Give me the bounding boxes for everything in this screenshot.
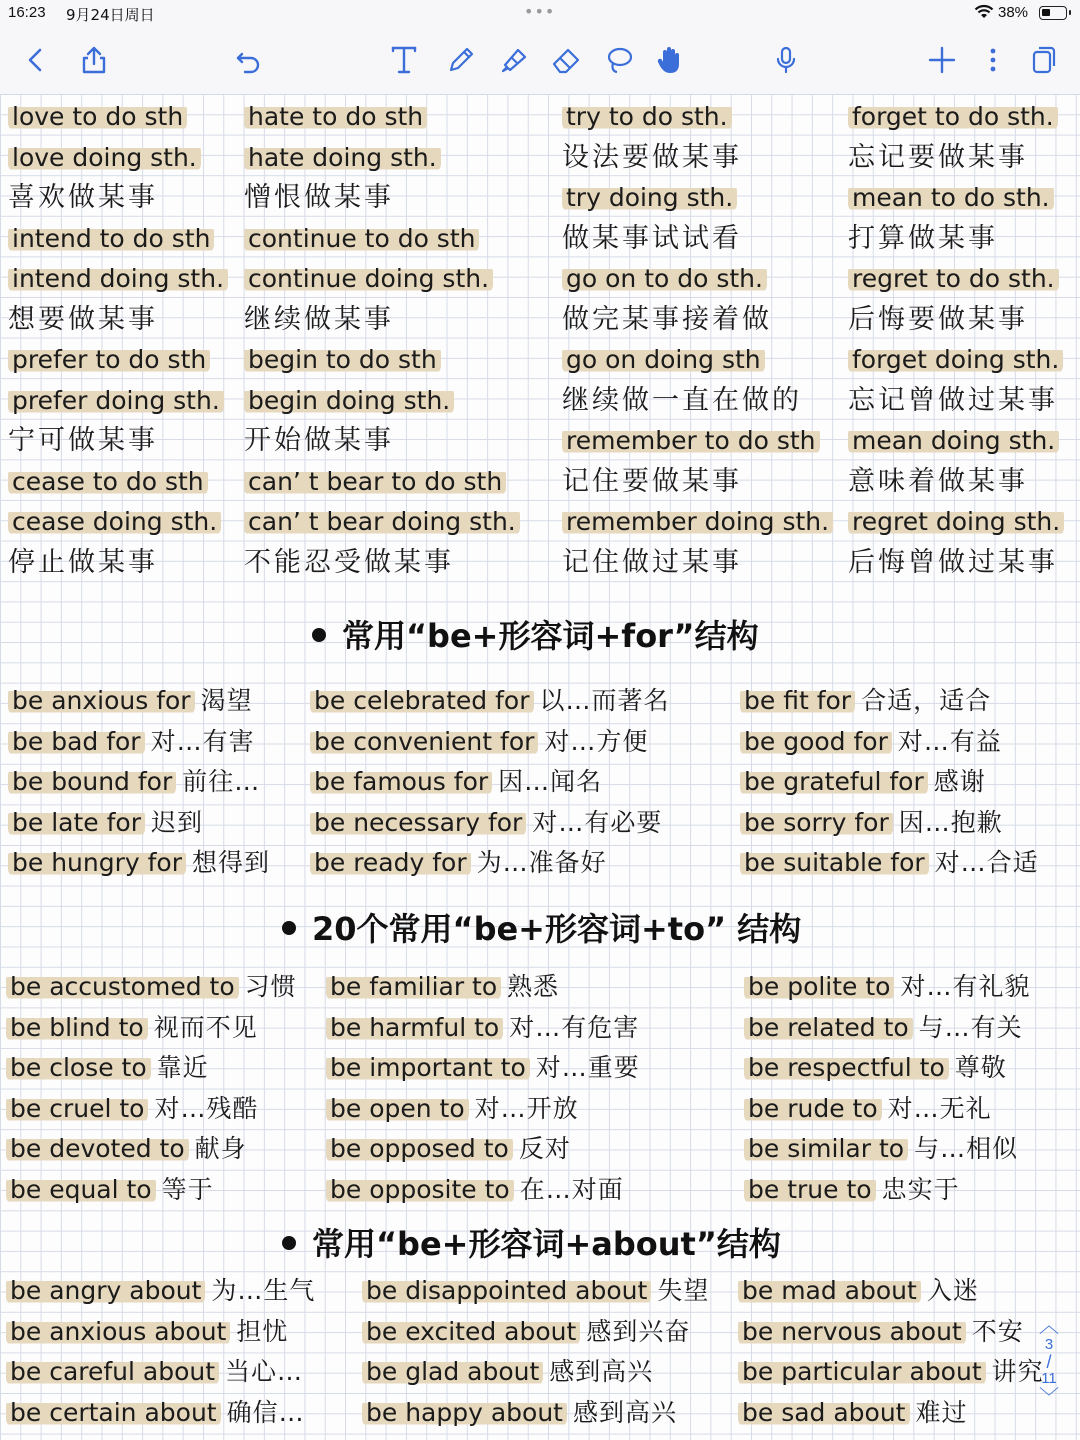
current-page: 3 [1044, 1336, 1054, 1353]
english-phrase: begin doing sth. [244, 386, 454, 415]
phrase-row [310, 848, 607, 878]
chinese-meaning: 当心… [225, 1357, 304, 1386]
chinese-meaning-text: 记住做过某事 [562, 546, 742, 578]
chinese-meaning [562, 143, 742, 173]
chinese-meaning: 对…方便 [544, 726, 649, 756]
phrase-row [244, 143, 441, 173]
pages-icon[interactable] [1026, 42, 1062, 78]
chinese-meaning: 难过 [915, 1397, 968, 1427]
status-date: 9月24日周日 [66, 6, 155, 24]
phrase-row [848, 183, 1054, 213]
phrase-row [6, 1357, 303, 1387]
english-phrase: be glad about [362, 1357, 543, 1386]
chinese-meaning: 与…相似 [914, 1134, 1019, 1163]
phrase-row [738, 1357, 1044, 1387]
page-separator: / [1046, 1352, 1052, 1372]
chinese-meaning-text: 打算做某事 [848, 222, 998, 254]
phrase-row [8, 264, 228, 294]
phrase-row [8, 102, 187, 132]
heading-text: 常用“be+形容词+for”结构 [342, 617, 759, 655]
phrase-row [6, 972, 297, 1002]
chinese-meaning: 忠实于 [881, 1174, 960, 1204]
chinese-meaning-text: 想要做某事 [8, 303, 158, 335]
heading-text: 常用“be+形容词+about”结构 [312, 1225, 781, 1263]
chinese-meaning: 失望 [657, 1276, 710, 1305]
english-phrase: try to do sth. [562, 102, 732, 131]
english-phrase: be famous for [310, 767, 492, 796]
chinese-meaning: 习惯 [244, 972, 297, 1001]
english-phrase: intend doing sth. [8, 264, 228, 293]
chinese-meaning: 感谢 [933, 767, 986, 796]
phrase-row [244, 224, 479, 254]
english-phrase: love doing sth. [8, 143, 201, 172]
chinese-meaning [8, 305, 158, 335]
english-phrase: be similar to [744, 1134, 908, 1163]
english-phrase: be open to [326, 1094, 469, 1123]
english-phrase: be devoted to [6, 1134, 189, 1163]
chinese-meaning [562, 224, 742, 254]
chinese-meaning [848, 143, 1028, 173]
chinese-meaning: 不安 [971, 1316, 1024, 1346]
chinese-meaning: 因…闻名 [498, 767, 603, 796]
phrase-row [6, 1094, 258, 1124]
chinese-meaning-text: 忘记要做某事 [848, 141, 1028, 173]
english-phrase: be polite to [744, 972, 894, 1001]
chinese-meaning [562, 548, 742, 578]
phrase-row [740, 727, 1002, 757]
english-phrase: be related to [744, 1013, 913, 1042]
phrase-row [8, 386, 224, 416]
phrase-row [8, 507, 221, 537]
english-phrase: be accustomed to [6, 972, 239, 1001]
phrase-row [6, 1134, 247, 1164]
english-phrase: go on doing sth [562, 345, 765, 374]
phrase-row [326, 1053, 640, 1083]
phrase-row [8, 345, 210, 375]
phrase-row [848, 264, 1059, 294]
english-phrase: can’ t bear doing sth. [244, 507, 520, 536]
multitasking-dots[interactable]: ••• [524, 2, 556, 21]
chinese-meaning: 对…合适 [934, 848, 1039, 877]
english-phrase: remember doing sth. [562, 507, 833, 536]
bullet-icon [282, 921, 296, 935]
english-phrase: be suitable for [740, 848, 929, 877]
english-phrase: regret doing sth. [848, 507, 1064, 536]
note-page[interactable] [0, 94, 1080, 1440]
phrase-row [8, 848, 270, 878]
chinese-meaning: 视而不见 [153, 1012, 258, 1042]
chinese-meaning [848, 224, 998, 254]
english-phrase: intend to do sth [8, 224, 214, 253]
phrase-row [738, 1317, 1024, 1347]
phrase-row [8, 143, 201, 173]
wifi-icon [974, 4, 994, 20]
english-phrase: be excited about [362, 1317, 580, 1346]
chinese-meaning: 对…有礼貌 [900, 972, 1031, 1001]
english-phrase: be celebrated for [310, 686, 534, 715]
english-phrase: hate to do sth [244, 102, 427, 131]
chinese-meaning: 以…而著名 [539, 686, 670, 715]
chinese-meaning-text: 做某事试试看 [562, 222, 742, 254]
phrase-row [8, 767, 260, 797]
lasso-icon[interactable] [601, 42, 637, 78]
heading-be-adj-for [312, 616, 759, 656]
phrase-row [740, 808, 1003, 838]
english-phrase: mean doing sth. [848, 426, 1059, 455]
english-phrase: be angry about [6, 1276, 205, 1305]
bullet-icon [282, 1236, 296, 1250]
phrase-row [244, 264, 493, 294]
chinese-meaning-text: 憎恨做某事 [244, 182, 394, 213]
chinese-meaning [244, 426, 394, 456]
chinese-meaning-text: 意味着做某事 [848, 465, 1028, 497]
english-phrase: regret to do sth. [848, 264, 1059, 293]
phrase-row [8, 686, 253, 716]
heading-text: 20个常用“be+形容词+to” 结构 [312, 910, 802, 948]
text-tool-icon[interactable] [386, 42, 422, 78]
chinese-meaning-text: 记住要做某事 [562, 465, 742, 497]
english-phrase: be true to [744, 1175, 876, 1204]
phrase-row [738, 1276, 979, 1306]
english-phrase: continue doing sth. [244, 264, 493, 293]
english-phrase: be bound for [8, 767, 176, 796]
phrase-row [6, 1276, 315, 1306]
chinese-meaning: 在…对面 [519, 1174, 624, 1204]
phrase-row [326, 1134, 571, 1164]
phrase-row [244, 507, 520, 537]
hand-icon[interactable] [652, 42, 688, 78]
status-time: 16:23 [8, 4, 46, 21]
phrase-row [326, 1013, 639, 1043]
page-down-icon[interactable]: ﹀ [1039, 1387, 1059, 1409]
chinese-meaning-text: 后悔曾做过某事 [848, 546, 1058, 578]
page-up-icon[interactable]: ︿ [1039, 1315, 1059, 1337]
chinese-meaning [8, 183, 158, 213]
english-phrase: be late for [8, 808, 145, 837]
english-phrase: be happy about [362, 1398, 567, 1427]
english-phrase: be close to [6, 1053, 151, 1082]
english-phrase: be rude to [744, 1094, 882, 1123]
english-phrase: be careful about [6, 1357, 219, 1386]
chinese-meaning: 对…残酷 [154, 1093, 259, 1123]
phrase-row [326, 1094, 579, 1124]
english-phrase: cease to do sth [8, 467, 208, 496]
phrase-row [6, 1013, 258, 1043]
battery-fill [1042, 9, 1050, 16]
phrase-row [326, 1175, 624, 1205]
phrase-row [8, 808, 203, 838]
chinese-meaning: 对…重要 [535, 1053, 640, 1082]
phrase-row [848, 102, 1058, 132]
phrase-row [6, 1398, 305, 1428]
phrase-row [562, 507, 833, 537]
phrase-row [310, 808, 662, 838]
english-phrase: love to do sth [8, 102, 187, 131]
english-phrase: continue to do sth [244, 224, 479, 253]
english-phrase: be blind to [6, 1013, 148, 1042]
phrase-row [562, 102, 732, 132]
english-phrase: be grateful for [740, 767, 928, 796]
chinese-meaning-text: 宁可做某事 [8, 425, 158, 456]
english-phrase: be opposite to [326, 1175, 514, 1204]
battery-percent: 38% [998, 4, 1029, 21]
eraser-icon[interactable] [548, 42, 584, 78]
english-phrase: remember to do sth [562, 426, 820, 455]
chinese-meaning: 熟悉 [507, 972, 560, 1001]
chinese-meaning: 因…抱歉 [898, 807, 1003, 837]
chinese-meaning-text: 继续做一直在做的 [562, 384, 802, 416]
phrase-row [326, 972, 559, 1002]
phrase-row [744, 1175, 960, 1205]
english-phrase: be important to [326, 1053, 530, 1082]
english-phrase: forget doing sth. [848, 345, 1063, 374]
phrase-row [744, 1134, 1018, 1164]
english-phrase: begin to do sth [244, 345, 441, 374]
back-icon[interactable] [18, 42, 54, 78]
chinese-meaning: 为…生气 [211, 1276, 316, 1305]
english-phrase: be bad for [8, 727, 145, 756]
english-phrase: be good for [740, 727, 892, 756]
chinese-meaning: 尊敬 [954, 1053, 1007, 1082]
english-phrase: try doing sth. [562, 183, 737, 212]
english-phrase: be nervous about [738, 1317, 966, 1346]
add-icon[interactable] [924, 42, 960, 78]
english-phrase: be ready for [310, 848, 471, 877]
chinese-meaning: 确信… [226, 1397, 305, 1427]
phrase-row [562, 264, 767, 294]
chinese-meaning [848, 305, 1028, 335]
chinese-meaning: 献身 [194, 1134, 247, 1163]
english-phrase: mean to do sth. [848, 183, 1054, 212]
english-phrase: be sad about [738, 1398, 910, 1427]
phrase-row [562, 426, 820, 456]
undo-icon[interactable] [231, 42, 267, 78]
english-phrase: be hungry for [8, 848, 186, 877]
heading-be-adj-about [282, 1224, 781, 1264]
battery-icon [1039, 6, 1067, 20]
chinese-meaning [848, 467, 1028, 497]
chinese-meaning: 对…开放 [474, 1093, 579, 1123]
chinese-meaning [562, 305, 772, 335]
phrase-row [362, 1317, 690, 1347]
phrase-row [244, 102, 427, 132]
english-phrase: be opposed to [326, 1134, 513, 1163]
chinese-meaning: 感到兴奋 [586, 1316, 691, 1346]
phrase-row [6, 1053, 209, 1083]
english-phrase: prefer to do sth [8, 345, 210, 374]
chinese-meaning: 对…有益 [897, 726, 1002, 756]
chinese-meaning [8, 548, 158, 578]
heading-be-adj-to [282, 909, 801, 949]
total-pages: 11 [1041, 1370, 1057, 1387]
notes-toolbar [0, 28, 1080, 95]
chinese-meaning: 担忧 [236, 1316, 289, 1346]
english-phrase: hate doing sth. [244, 143, 441, 172]
chinese-meaning-text: 停止做某事 [8, 546, 158, 578]
phrase-row [740, 848, 1039, 878]
english-phrase: be necessary for [310, 808, 526, 837]
phrase-row [6, 1175, 214, 1205]
english-phrase: be equal to [6, 1175, 156, 1204]
status-bar [0, 0, 1080, 28]
english-phrase: be anxious about [6, 1317, 230, 1346]
chinese-meaning [562, 386, 802, 416]
english-phrase: be respectful to [744, 1053, 949, 1082]
chinese-meaning [244, 183, 394, 213]
phrase-row [744, 1094, 992, 1124]
phrase-row [744, 972, 1031, 1002]
phrase-row [740, 686, 991, 716]
english-phrase: be particular about [738, 1357, 986, 1386]
pen-icon[interactable] [443, 42, 479, 78]
english-phrase: be fit for [740, 686, 855, 715]
english-phrase: forget to do sth. [848, 102, 1058, 131]
chinese-meaning: 靠近 [156, 1053, 209, 1082]
chinese-meaning [848, 386, 1058, 416]
chinese-meaning: 与…有关 [918, 1012, 1023, 1042]
phrase-row [362, 1398, 677, 1428]
english-phrase: go on to do sth. [562, 264, 767, 293]
phrase-row [744, 1053, 1007, 1083]
english-phrase: be familiar to [326, 972, 501, 1001]
phrase-row [848, 426, 1059, 456]
phrase-row [310, 727, 648, 757]
english-phrase: prefer doing sth. [8, 386, 224, 415]
chinese-meaning: 入迷 [926, 1276, 979, 1305]
phrase-row [362, 1276, 709, 1306]
chinese-meaning: 感到高兴 [549, 1357, 654, 1386]
english-phrase: be anxious for [8, 686, 195, 715]
chinese-meaning-text: 开始做某事 [244, 425, 394, 456]
phrase-row [744, 1013, 1023, 1043]
phrase-row [562, 183, 737, 213]
chinese-meaning: 对…有危害 [509, 1012, 640, 1042]
phrase-row [244, 345, 441, 375]
chinese-meaning: 迟到 [150, 807, 203, 837]
chinese-meaning: 反对 [518, 1134, 571, 1163]
chinese-meaning [848, 548, 1058, 578]
more-icon[interactable] [975, 42, 1011, 78]
phrase-row [8, 467, 208, 497]
chinese-meaning: 对…无礼 [887, 1093, 992, 1123]
phrase-row [6, 1317, 288, 1347]
phrase-row [8, 727, 255, 757]
phrase-row [362, 1357, 653, 1387]
phrase-row [310, 767, 602, 797]
microphone-icon[interactable] [768, 42, 804, 78]
highlighter-icon[interactable] [496, 42, 532, 78]
chinese-meaning: 为…准备好 [476, 848, 607, 877]
chinese-meaning: 想得到 [192, 848, 271, 877]
chinese-meaning [562, 467, 742, 497]
phrase-row [8, 224, 214, 254]
phrase-row [562, 345, 765, 375]
share-icon[interactable] [76, 42, 112, 78]
phrase-row [848, 507, 1064, 537]
chinese-meaning-text: 继续做某事 [244, 303, 394, 335]
phrase-row [310, 686, 670, 716]
english-phrase: can’ t bear to do sth [244, 467, 506, 496]
chinese-meaning: 合适，适合 [861, 686, 992, 715]
chinese-meaning: 渴望 [200, 686, 253, 715]
chinese-meaning-text: 设法要做某事 [562, 141, 742, 173]
chinese-meaning-text: 忘记曾做过某事 [848, 384, 1058, 416]
english-phrase: be harmful to [326, 1013, 503, 1042]
phrase-row [244, 386, 454, 416]
chinese-meaning [244, 305, 394, 335]
chinese-meaning [244, 548, 454, 578]
chinese-meaning-text: 不能忍受做某事 [244, 546, 454, 578]
chinese-meaning: 对…有必要 [532, 807, 663, 837]
phrase-row [738, 1398, 968, 1428]
phrase-row [848, 345, 1063, 375]
english-phrase: be mad about [738, 1276, 921, 1305]
chinese-meaning-text: 喜欢做某事 [8, 182, 158, 213]
chinese-meaning: 感到高兴 [572, 1397, 677, 1427]
chinese-meaning: 前往… [182, 767, 261, 796]
chinese-meaning-text: 后悔要做某事 [848, 303, 1028, 335]
english-phrase: cease doing sth. [8, 507, 221, 536]
english-phrase: be sorry for [740, 808, 893, 837]
chinese-meaning: 讲究 [991, 1357, 1044, 1386]
english-phrase: be certain about [6, 1398, 221, 1427]
phrase-row [244, 467, 506, 497]
bullet-icon [312, 628, 326, 642]
chinese-meaning-text: 做完某事接着做 [562, 303, 772, 335]
english-phrase: be convenient for [310, 727, 538, 756]
chinese-meaning: 等于 [161, 1174, 214, 1204]
english-phrase: be disappointed about [362, 1276, 651, 1305]
chinese-meaning: 对…有害 [150, 726, 255, 756]
phrase-row [740, 767, 986, 797]
english-phrase: be cruel to [6, 1094, 148, 1123]
chinese-meaning [8, 426, 158, 456]
